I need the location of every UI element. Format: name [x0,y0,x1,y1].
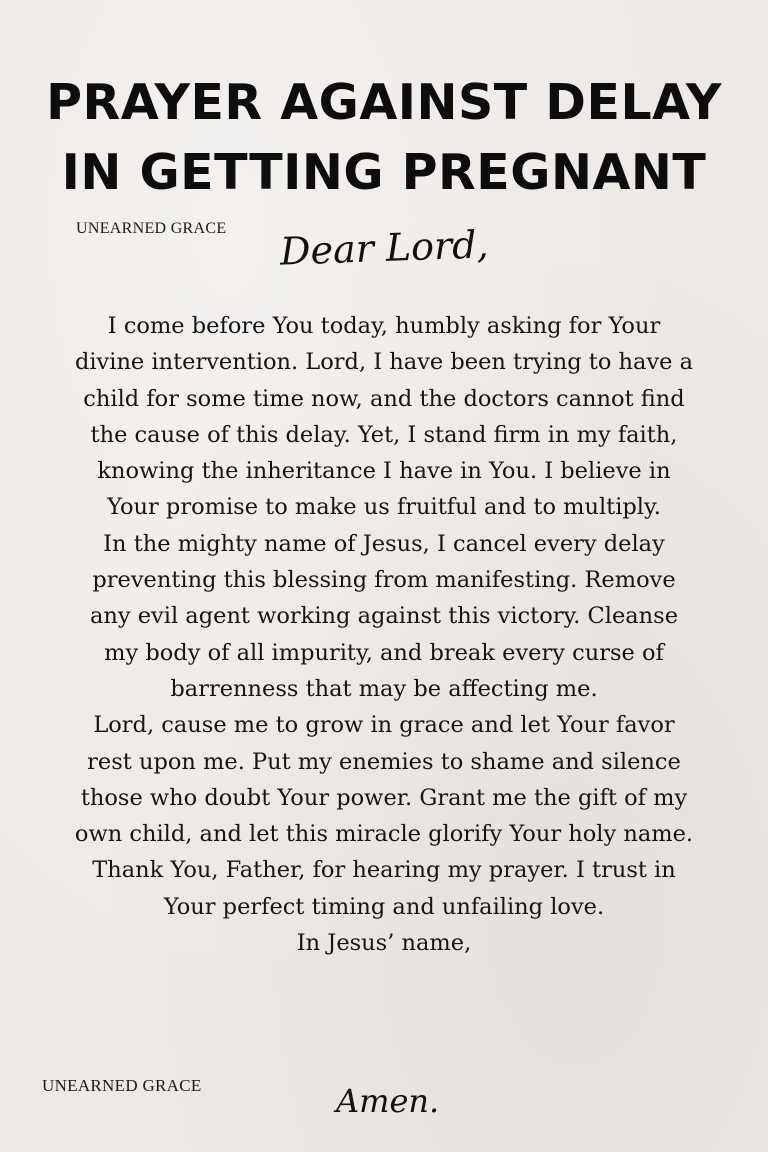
prayer-paragraph-3: Lord, cause me to grow in grace and let Your favor rest upon me. Put my enemies to shame and silence those who doubt Your power. Grant me the gift of my own child, and let this miracle glorify Your holy name. [74,712,694,848]
prayer-paragraph-4: Thank You, Father, for hearing my prayer. I trust in Your perfect timing and unfailing love. [92,857,676,920]
prayer-body [70,308,698,961]
title-line-1: PRAYER AGAINST DELAY [46,74,722,131]
prayer-paragraph-5: In Jesus’ name, [296,930,472,957]
prayer-paragraph-1: I come before You today, humbly asking for Your divine intervention. Lord, I have been trying to have a child for some time now, and the doctors cannot find the cause of this delay. Yet, I stand firm in my faith, knowing the inheritance I have in You. I believe in Your promise to make us fruitful and to multiply. [74,313,694,521]
title-line-2: IN GETTING PREGNANT [61,144,707,201]
page-title [0,68,768,208]
prayer-paragraph-2: In the mighty name of Jesus, I cancel every delay preventing this blessing from manifesting. Remove any evil agent working against this victory. Cleanse my body of all impurity, and break every curse of barrenness that may be affecting me. [89,530,679,702]
brand-watermark-bottom: UNEARNED GRACE [42,1076,202,1095]
salutation: Dear Lord, [279,222,490,274]
brand-watermark-top: UNEARNED GRACE [76,220,227,237]
closing-signoff: Amen. [336,1082,440,1120]
